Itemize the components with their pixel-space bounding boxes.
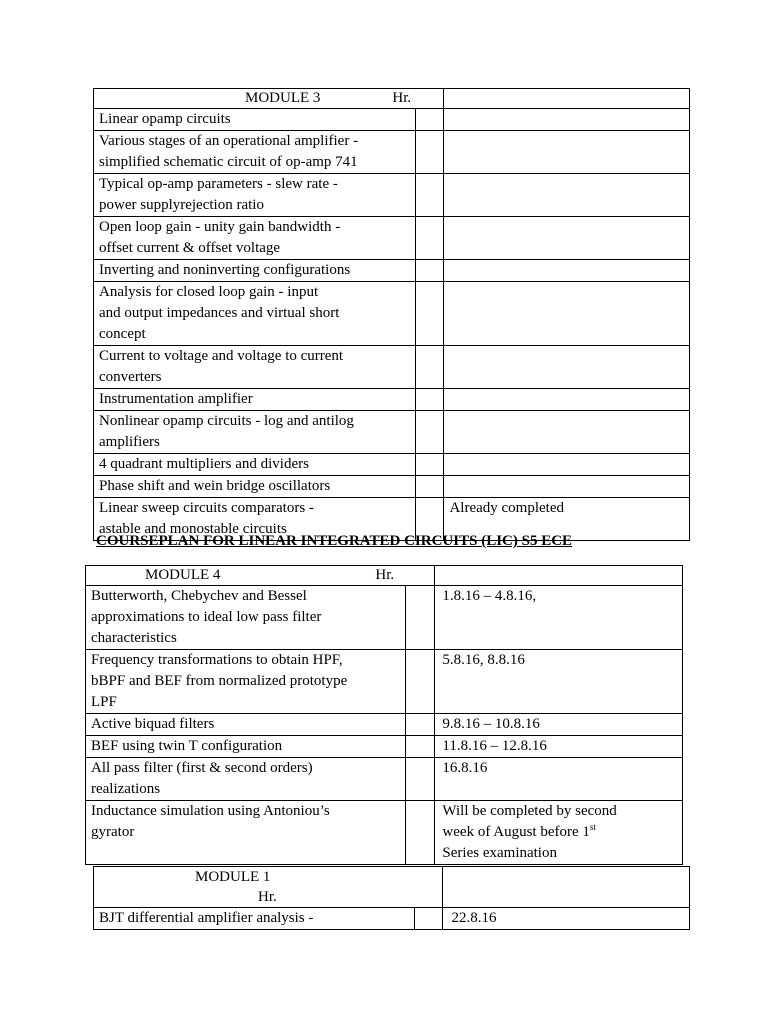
module-3-header-cell xyxy=(94,89,444,109)
hours-cell xyxy=(415,346,444,389)
status-cell: 1.8.16 – 4.8.16, xyxy=(435,586,683,650)
module-1-header-row xyxy=(94,867,690,908)
status-cell xyxy=(444,476,690,498)
status-cell xyxy=(444,131,690,174)
status-cell xyxy=(444,389,690,411)
topic-cell: Active biquad filters xyxy=(86,714,406,736)
status-cell xyxy=(444,454,690,476)
table-row xyxy=(94,260,690,282)
status-cell: 11.8.16 – 12.8.16 xyxy=(435,736,683,758)
topic-cell: Analysis for closed loop gain - input and output impedances and virtual short concept xyxy=(94,282,416,346)
status-cell xyxy=(444,109,690,131)
status-cell xyxy=(444,217,690,260)
topic-cell: Inductance simulation using Antoniou’s gyrator xyxy=(86,801,406,865)
module-1-table xyxy=(93,866,690,930)
topic-cell: 4 quadrant multipliers and dividers xyxy=(94,454,416,476)
hours-cell xyxy=(415,476,444,498)
module-3-title: MODULE 3 xyxy=(245,90,321,106)
table-row xyxy=(94,282,690,346)
topic-cell: Nonlinear opamp circuits - log and antilog amplifiers xyxy=(94,411,416,454)
table-row xyxy=(86,801,683,865)
module-1-header-status xyxy=(443,867,690,908)
status-cell xyxy=(444,346,690,389)
status-cell: 9.8.16 – 10.8.16 xyxy=(435,714,683,736)
table-row xyxy=(86,736,683,758)
module-3-header-row xyxy=(94,89,690,109)
hours-cell xyxy=(405,736,435,758)
table-row xyxy=(94,131,690,174)
topic-cell: BJT differential amplifier analysis - xyxy=(94,908,415,930)
module-4-header-status xyxy=(435,566,683,586)
table-row xyxy=(94,411,690,454)
topic-cell: All pass filter (first & second orders) realizations xyxy=(86,758,406,801)
module-4-title: MODULE 4 xyxy=(145,567,221,583)
table-row xyxy=(94,109,690,131)
module-3-header-status xyxy=(444,89,690,109)
status-cell: 5.8.16, 8.8.16 xyxy=(435,650,683,714)
topic-cell: Phase shift and wein bridge oscillators xyxy=(94,476,416,498)
topic-cell: Current to voltage and voltage to current converters xyxy=(94,346,416,389)
module-4-hr-label: Hr. xyxy=(375,567,395,583)
table-row xyxy=(94,346,690,389)
hours-cell xyxy=(415,174,444,217)
topic-cell: BEF using twin T configuration xyxy=(86,736,406,758)
status-superscript: st xyxy=(589,822,596,832)
hours-cell xyxy=(405,586,435,650)
hours-cell xyxy=(415,389,444,411)
hours-cell xyxy=(405,801,435,865)
table-row xyxy=(94,217,690,260)
topic-cell: Various stages of an operational amplifier - simplified schematic circuit of op-amp 741 xyxy=(94,131,416,174)
status-cell: Already completed xyxy=(444,498,690,541)
table-row xyxy=(86,586,683,650)
topic-cell: Linear sweep circuits comparators - astable and monostable circuits xyxy=(94,498,416,541)
topic-cell: Open loop gain - unity gain bandwidth - offset current & offset voltage xyxy=(94,217,416,260)
topic-cell: Frequency transformations to obtain HPF, bBPF and BEF from normalized prototype LPF xyxy=(86,650,406,714)
module-1-title: MODULE 1 xyxy=(195,869,271,885)
topic-cell: Typical op-amp parameters - slew rate - power supplyrejection ratio xyxy=(94,174,416,217)
table-row xyxy=(86,650,683,714)
hours-cell xyxy=(405,714,435,736)
hours-cell xyxy=(415,411,444,454)
module-4-header-cell xyxy=(86,566,435,586)
module-3-table xyxy=(93,88,690,541)
hours-cell xyxy=(415,260,444,282)
status-cell xyxy=(444,174,690,217)
module-1-header-cell xyxy=(94,867,443,908)
table-row xyxy=(94,476,690,498)
topic-cell: Instrumentation amplifier xyxy=(94,389,416,411)
hours-cell xyxy=(415,109,444,131)
module-1-hr-label: Hr. xyxy=(258,889,277,905)
hours-cell xyxy=(405,650,435,714)
module-4-header-row xyxy=(86,566,683,586)
hours-cell xyxy=(405,758,435,801)
hours-cell xyxy=(415,282,444,346)
status-cell xyxy=(444,282,690,346)
status-cell: 22.8.16 xyxy=(443,908,690,930)
topic-cell: Butterworth, Chebychev and Bessel approximations to ideal low pass filter characteristics xyxy=(86,586,406,650)
table-row xyxy=(86,758,683,801)
courseplan-heading: COURSEPLAN FOR LINEAR INTEGRATED CIRCUITS (LIC) S5 ECE xyxy=(96,533,573,549)
status-cell xyxy=(435,801,683,865)
table-row xyxy=(86,714,683,736)
hours-cell xyxy=(415,454,444,476)
status-line-2: week of August before 1 xyxy=(442,824,590,840)
status-cell: 16.8.16 xyxy=(435,758,683,801)
hours-cell xyxy=(415,131,444,174)
status-line-1: Will be completed by second xyxy=(442,803,617,819)
table-row xyxy=(94,389,690,411)
module-4-table xyxy=(85,565,683,865)
status-cell xyxy=(444,411,690,454)
hours-cell xyxy=(415,217,444,260)
table-row xyxy=(94,908,690,930)
topic-cell: Linear opamp circuits xyxy=(94,109,416,131)
hours-cell xyxy=(414,908,443,930)
status-cell xyxy=(444,260,690,282)
table-row xyxy=(94,174,690,217)
table-row xyxy=(94,454,690,476)
topic-cell: Inverting and noninverting configurations xyxy=(94,260,416,282)
status-line-3: Series examination xyxy=(442,845,557,861)
module-3-hr-label: Hr. xyxy=(392,90,412,106)
